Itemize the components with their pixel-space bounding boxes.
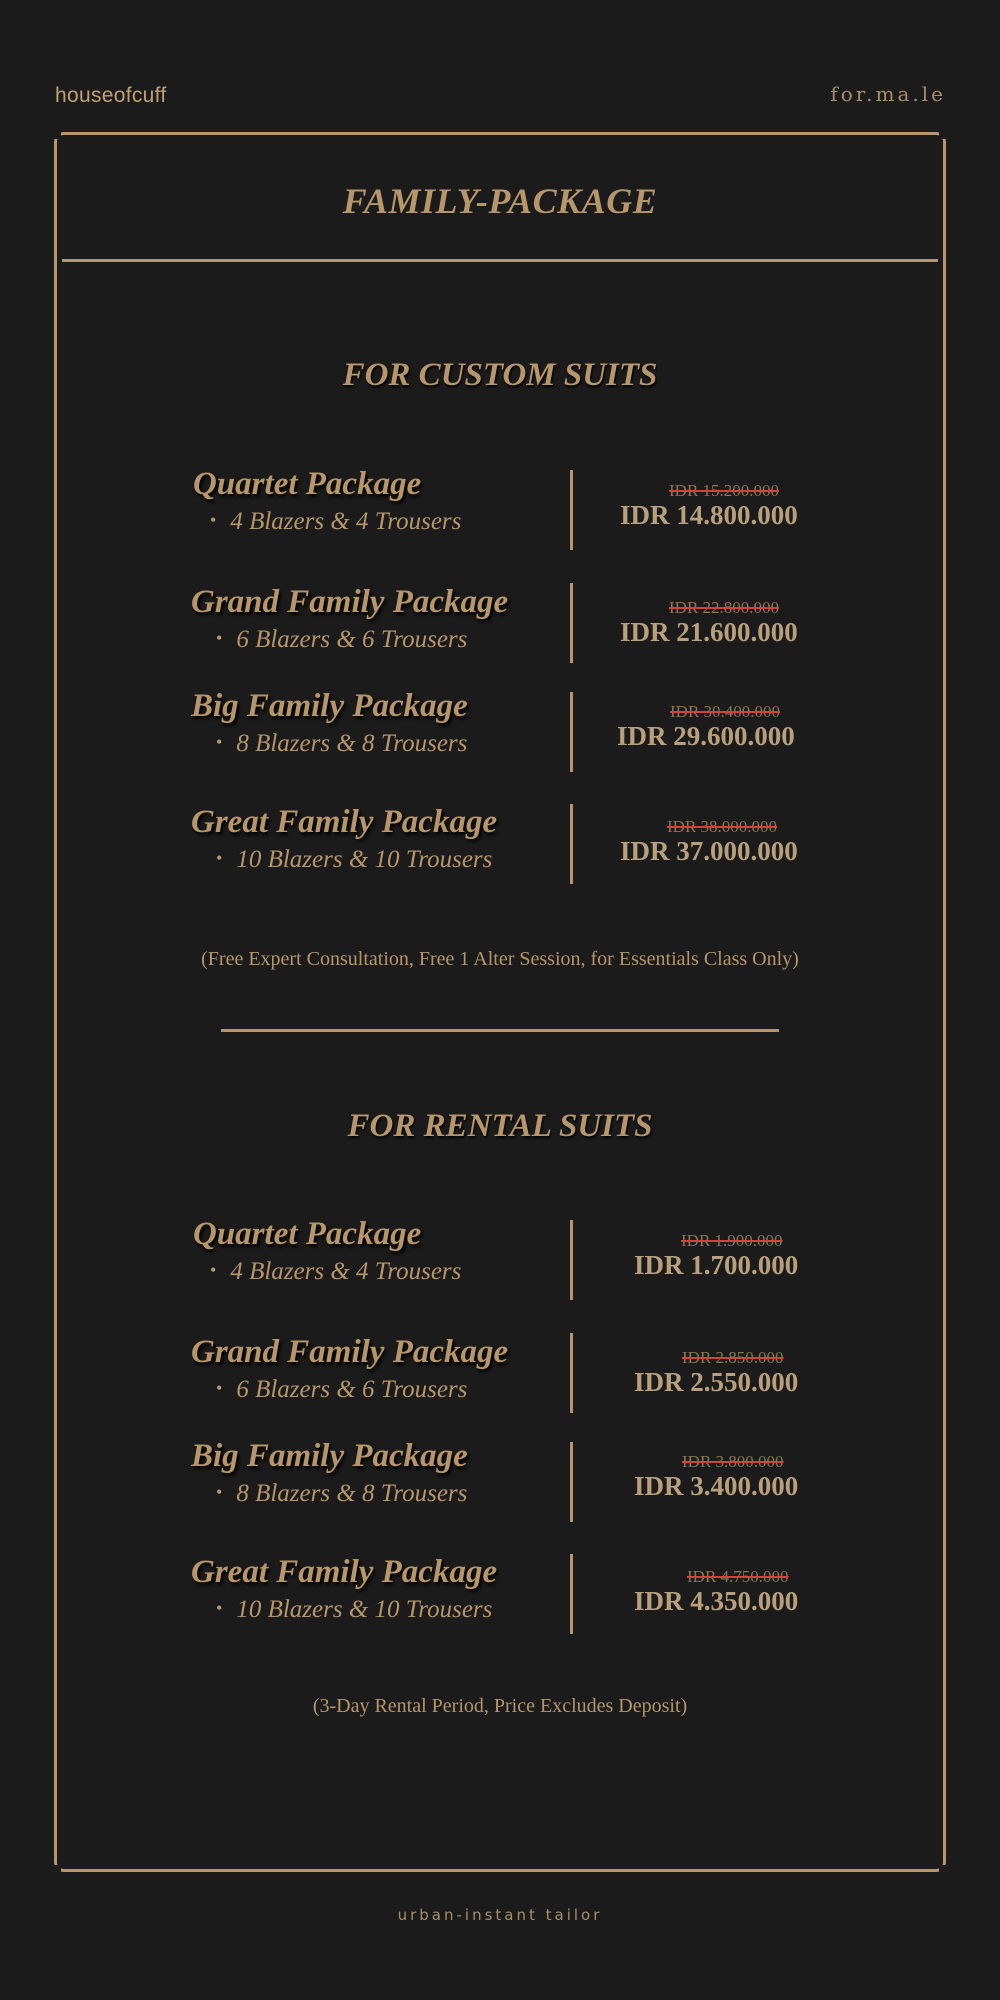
discount-price: IDR 2.550.000	[634, 1367, 799, 1397]
discount-price: IDR 4.350.000	[634, 1586, 799, 1616]
package-name: Grand Family Package	[191, 584, 509, 620]
discount-price: IDR 3.400.000	[634, 1471, 799, 1501]
package-description: • 4 Blazers & 4 Trousers	[210, 1258, 462, 1285]
package-description: • 8 Blazers & 8 Trousers	[216, 730, 468, 757]
discount-price: IDR 1.700.000	[634, 1250, 799, 1280]
package-description: • 4 Blazers & 4 Trousers	[210, 508, 462, 535]
package-name: Quartet Package	[193, 1216, 422, 1252]
original-price: IDR 4.750.000	[687, 1567, 789, 1586]
package-description: • 10 Blazers & 10 Trousers	[216, 1596, 493, 1623]
package-name: Quartet Package	[193, 466, 422, 502]
package-name: Grand Family Package	[191, 1334, 509, 1370]
package-description: • 8 Blazers & 8 Trousers	[216, 1480, 468, 1507]
original-price: IDR 15.200.000	[669, 481, 780, 500]
footer-tagline: urban-instant tailor	[397, 1906, 603, 1924]
row-divider	[570, 583, 573, 663]
original-price: IDR 30.400.000	[670, 702, 781, 721]
row-divider	[570, 1333, 573, 1413]
package-name: Great Family Package	[191, 1554, 498, 1590]
bullet-icon: •	[216, 628, 223, 648]
bullet-icon: •	[216, 848, 223, 868]
package-description: • 6 Blazers & 6 Trousers	[216, 626, 468, 653]
section-divider	[221, 1029, 779, 1032]
bullet-icon: •	[210, 510, 217, 530]
page-title: FAMILY-PACKAGE	[342, 181, 658, 221]
row-divider	[570, 1442, 573, 1522]
bullet-icon: •	[216, 732, 223, 752]
package-name: Great Family Package	[191, 804, 498, 840]
bullet-icon: •	[216, 1598, 223, 1618]
rental-section-heading: FOR RENTAL SUITS	[347, 1108, 653, 1144]
original-price: IDR 3.800.000	[682, 1452, 784, 1471]
original-price: IDR 38.000.000	[667, 817, 778, 836]
original-price: IDR 22.800.000	[669, 598, 780, 617]
title-divider	[62, 259, 938, 262]
discount-price: IDR 14.800.000	[620, 500, 798, 530]
bullet-icon: •	[216, 1378, 223, 1398]
discount-price: IDR 21.600.000	[620, 617, 798, 647]
row-divider	[570, 470, 573, 550]
bullet-icon: •	[216, 1482, 223, 1502]
row-divider	[570, 804, 573, 884]
custom-note: (Free Expert Consultation, Free 1 Alter Session, for Essentials Class Only)	[201, 948, 799, 970]
package-name: Big Family Package	[191, 688, 468, 724]
discount-price: IDR 29.600.000	[617, 721, 795, 751]
brand-logo: houseofcuff	[55, 84, 167, 107]
package-description: • 6 Blazers & 6 Trousers	[216, 1376, 468, 1403]
package-name: Big Family Package	[191, 1438, 468, 1474]
package-description: • 10 Blazers & 10 Trousers	[216, 846, 493, 873]
row-divider	[570, 1554, 573, 1634]
original-price: IDR 1.900.000	[681, 1231, 783, 1250]
custom-section-heading: FOR CUSTOM SUITS	[342, 357, 658, 393]
brand-tagline: for.ma.le	[830, 82, 946, 106]
original-price: IDR 2.850.000	[682, 1348, 784, 1367]
row-divider	[570, 692, 573, 772]
rental-note: (3-Day Rental Period, Price Excludes Deposit)	[312, 1695, 688, 1717]
bullet-icon: •	[210, 1260, 217, 1280]
discount-price: IDR 37.000.000	[620, 836, 798, 866]
row-divider	[570, 1220, 573, 1300]
